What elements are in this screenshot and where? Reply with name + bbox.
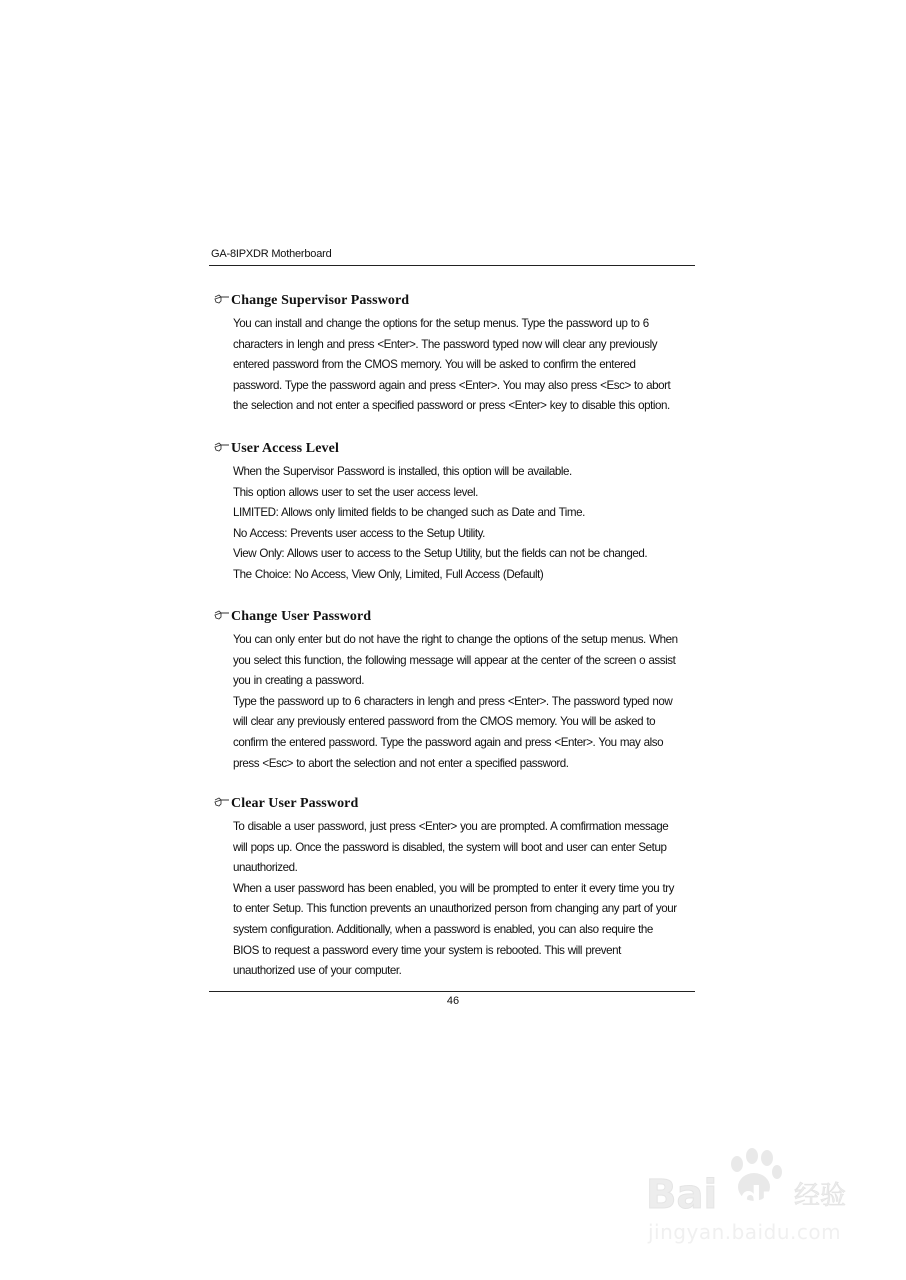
heading-text: Change Supervisor Password <box>231 293 410 308</box>
body-line: system configuration. Additionally, when a password is enabled, you can also require the <box>233 922 653 936</box>
header-rule <box>209 265 695 266</box>
body-line: You can install and change the options for the setup menus. Type the password up to 6 <box>233 317 649 330</box>
body-line: unauthorized use of your computer. <box>233 964 402 978</box>
section-body <box>233 462 694 586</box>
body-line: unauthorized. <box>233 861 298 875</box>
section-change-supervisor-password <box>214 291 694 417</box>
body-line: Type the password up to 6 characters in lengh and press <Enter>. The password typed now <box>233 694 673 708</box>
svg-text:du: du <box>740 1181 783 1216</box>
body-line: press <Esc> to abort the selection and not enter a specified password. <box>233 756 569 770</box>
pointing-hand-icon <box>214 610 230 620</box>
baidu-jingyan-watermark <box>644 1142 864 1252</box>
section-body <box>233 817 694 982</box>
body-line: characters in lengh and press <Enter>. The password typed now will clear any previously <box>233 337 658 351</box>
section-change-user-password <box>214 607 694 774</box>
body-line: When the Supervisor Password is installed, this option will be available. <box>233 465 572 478</box>
body-line: LIMITED: Allows only limited fields to be changed such as Date and Time. <box>233 506 585 520</box>
body-line: You can only enter but do not have the right to change the options of the setup menus. When <box>233 633 678 646</box>
watermark-url: jingyan.baidu.com <box>648 1220 842 1244</box>
body-line: to enter Setup. This function prevents an unauthorized person from changing any part of your <box>233 902 677 916</box>
body-line: confirm the entered password. Type the password again and press <Enter>. You may also <box>233 735 664 749</box>
section-user-access-level <box>214 439 694 586</box>
heading-text: Clear User Password <box>231 796 359 811</box>
heading-text: Change User Password <box>231 609 372 624</box>
footer-rule <box>209 991 695 992</box>
section-heading <box>214 794 694 814</box>
body-line: To disable a user password, just press <Enter> you are prompted. A comfirmation message <box>233 820 669 833</box>
section-body <box>233 630 694 774</box>
body-line: entered password from the CMOS memory. You will be asked to confirm the entered <box>233 358 636 372</box>
section-body <box>233 314 694 417</box>
body-line: will pops up. Once the password is disabled, the system will boot and user can enter Setup <box>233 840 667 854</box>
page-header: GA-8IPXDR Motherboard <box>211 248 332 260</box>
body-line: the selection and not enter a specified password or press <Enter> key to disable this option. <box>233 399 670 413</box>
heading-text: User Access Level <box>231 441 339 456</box>
body-line: BIOS to request a password every time your system is rebooted. This will prevent <box>233 943 621 957</box>
pointing-hand-icon <box>214 442 230 452</box>
section-heading <box>214 291 694 311</box>
body-line: No Access: Prevents user access to the Setup Utility. <box>233 526 485 540</box>
svg-text:Bai: Bai <box>646 1172 718 1218</box>
section-heading <box>214 439 694 459</box>
body-line: When a user password has been enabled, you will be prompted to enter it every time you try <box>233 881 675 895</box>
body-line: will clear any previously entered password from the CMOS memory. You will be asked to <box>233 715 656 729</box>
body-line: This option allows user to set the user access level. <box>233 485 478 499</box>
body-line: The Choice: No Access, View Only, Limited, Full Access (Default) <box>233 567 544 581</box>
section-heading <box>214 607 694 627</box>
page-number: 46 <box>446 995 460 1007</box>
watermark-logo-text: 经验 <box>794 1181 847 1211</box>
body-line: View Only: Allows user to access to the Setup Utility, but the fields can not be changed. <box>233 547 648 561</box>
body-line: you select this function, the following message will appear at the center of the screen o assist <box>233 653 676 667</box>
body-line: you in creating a password. <box>233 674 364 688</box>
pointing-hand-icon <box>214 797 230 807</box>
body-line: password. Type the password again and press <Enter>. You may also press <Esc> to abort <box>233 378 671 392</box>
baidu-paw-logo-icon <box>644 1142 864 1222</box>
section-clear-user-password <box>214 794 694 982</box>
pointing-hand-icon <box>214 294 230 304</box>
